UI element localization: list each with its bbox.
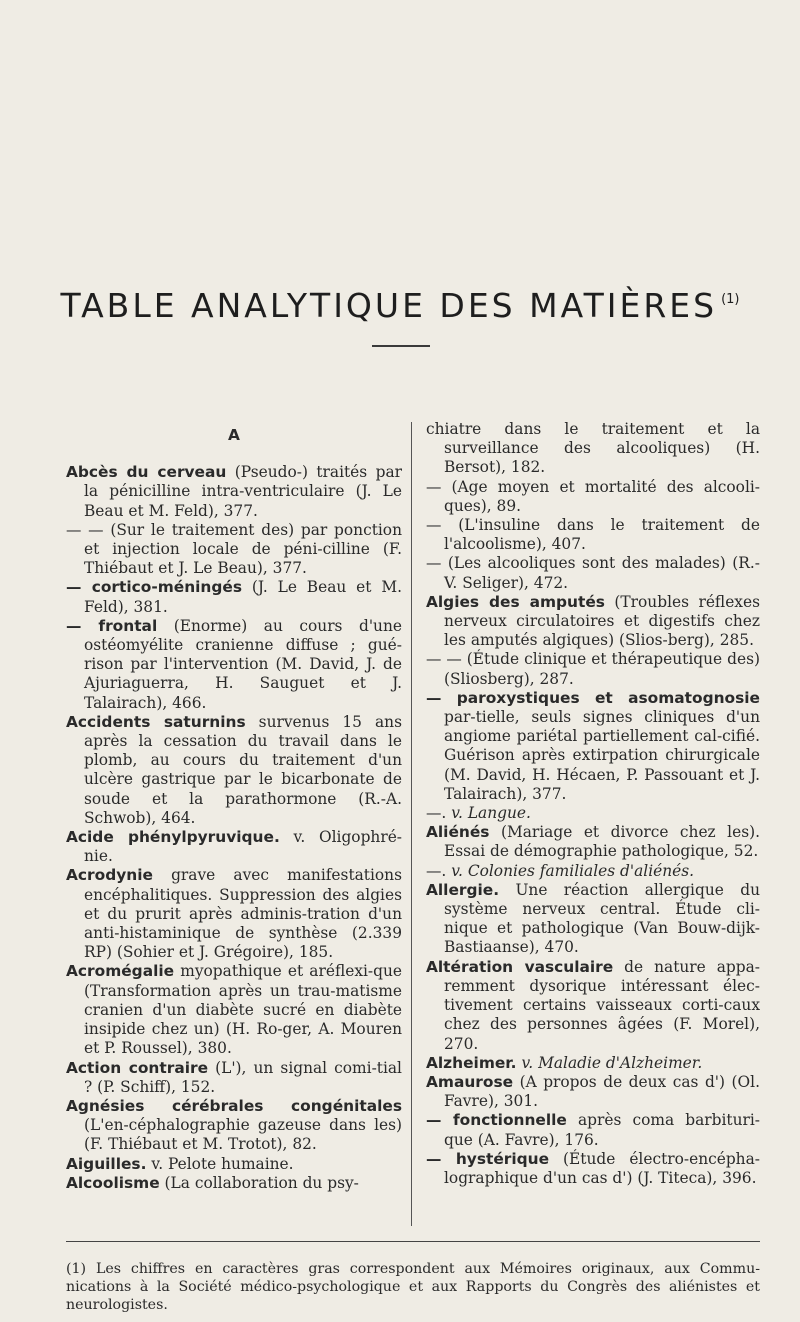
index-entry-continued: chiatre dans le traitement et la surveillance des alcooliques) (H. Bersot), 182. xyxy=(426,420,760,477)
index-entry: Action contraire (L'), un signal comi-tial ? (P. Schiff), 152. xyxy=(66,1058,402,1096)
index-entry: Alzheimer. v. Maladie d'Alzheimer. xyxy=(426,1053,703,1072)
title-rule xyxy=(372,345,430,347)
index-entry: — hystérique (Étude électro-encépha-lographique d'un cas d') (J. Titeca), 396. xyxy=(426,1149,760,1187)
index-entry: Acide phénylpyruvique. v. Oligophré-nie. xyxy=(66,828,402,866)
index-entry: — (Les alcooliques sont des malades) (R.-V. Seliger), 472. xyxy=(426,554,760,592)
section-letter: A xyxy=(228,426,240,444)
index-entry: Alcoolisme (La collaboration du psy- xyxy=(66,1173,359,1192)
index-entry: — (L'insuline dans le traitement de l'alcoolisme), 407. xyxy=(426,516,760,554)
index-entry: —. v. Colonies familiales d'aliénés. xyxy=(426,861,695,880)
index-entry: Aliénés (Mariage et divorce chez les). Essai de démographie pathologique, 52. xyxy=(426,823,760,861)
index-entry: Altération vasculaire de nature appa-remment dysorique intéressant élec-tivement certains vaisseaux corti-caux chez des personnes âgées (F. Morel), 270. xyxy=(426,957,761,1053)
index-entry: Acrodynie grave avec manifestations encéphalitiques. Suppression des algies et du prurit après adminis-tration d'un anti-histaminique de synthèse (2.339 RP) (Sohier et J. Grégoire), 185. xyxy=(66,866,402,962)
page-title-text: TABLE ANALYTIQUE DES MATIÈRES xyxy=(60,286,718,325)
index-entry: Acromégalie myopathique et aréflexi-que (Transformation après un trau-matisme cranien d'un diabète sucré en diabète insipide chez un) (H. Ro-ger, A. Mouren et P. Roussel), 380. xyxy=(66,962,402,1058)
index-entry: Amaurose (A propos de deux cas d') (Ol. Favre), 301. xyxy=(426,1072,760,1111)
index-entry: —. v. Langue. xyxy=(426,804,531,823)
index-entry: — — (Sur le traitement des) par ponction et injection locale de péni-cilline (F. Thiébaut et J. Le Beau), 377. xyxy=(66,520,402,578)
index-entry: — frontal (Enorme) au cours d'une ostéomyélite cranienne diffuse ; gué-rison par l'intervention (M. David, J. de Ajuriaguerra, H. Sauguet et J. Talairach), 466. xyxy=(66,616,402,712)
index-entry: Algies des amputés (Troubles réflexes nerveux circulatoires et digestifs chez les amputés algiques) (Slios-berg), 285. xyxy=(426,592,760,650)
index-entry: Aiguilles. v. Pelote humaine. xyxy=(66,1154,294,1173)
column-divider xyxy=(411,422,412,1226)
title-footnote-marker: (1) xyxy=(721,292,740,307)
index-entry: — fonctionnelle après coma barbituri-que (A. Favre), 176. xyxy=(426,1111,760,1149)
index-entry: — (Age moyen et mortalité des alcooli-ques), 89. xyxy=(426,477,760,515)
right-column xyxy=(426,420,760,1188)
index-entry: Abcès du cerveau (Pseudo-) traités par la pénicilline intra-ventriculaire (J. Le Beau et M. Feld), 377. xyxy=(66,463,402,520)
left-column xyxy=(66,420,402,1193)
page-title xyxy=(0,286,800,325)
footnote-rule xyxy=(66,1241,760,1242)
footnote: (1) Les chiffres en caractères gras correspondent aux Mémoires originaux, aux Commu-nications à la Société médico-psychologique et aux Rapports du Congrès des aliénistes et neurologistes. xyxy=(66,1261,760,1313)
index-entry: Allergie. Une réaction allergique du système nerveux central. Étude cli-nique et pathologique (Van Bouw-dijk-Bastiaanse), 470. xyxy=(426,880,760,957)
index-entry: Accidents saturnins survenus 15 ans après la cessation du travail dans le plomb, au cours du traitement d'un ulcère gastrique par le bicarbonate de soude et la parathormone (R.-A. Schwob), 464. xyxy=(66,712,402,827)
index-entry: — cortico-méningés (J. Le Beau et M. Feld), 381. xyxy=(66,578,402,616)
index-entry: — paroxystiques et asomatognosie par-tielle, seuls signes cliniques d'un angiome pariétal partiellement cal-cifié. Guérison après extirpation chirurgicale (M. David, H. Hécaen, P. Passouant et J. Talairach), 377. xyxy=(426,688,760,803)
index-entry: — — (Étude clinique et thérapeutique des) (Sliosberg), 287. xyxy=(426,650,760,688)
index-entry: Agnésies cérébrales congénitales (L'en-céphalographie gazeuse dans les) (F. Thiébaut et M. Trotot), 82. xyxy=(66,1096,402,1154)
